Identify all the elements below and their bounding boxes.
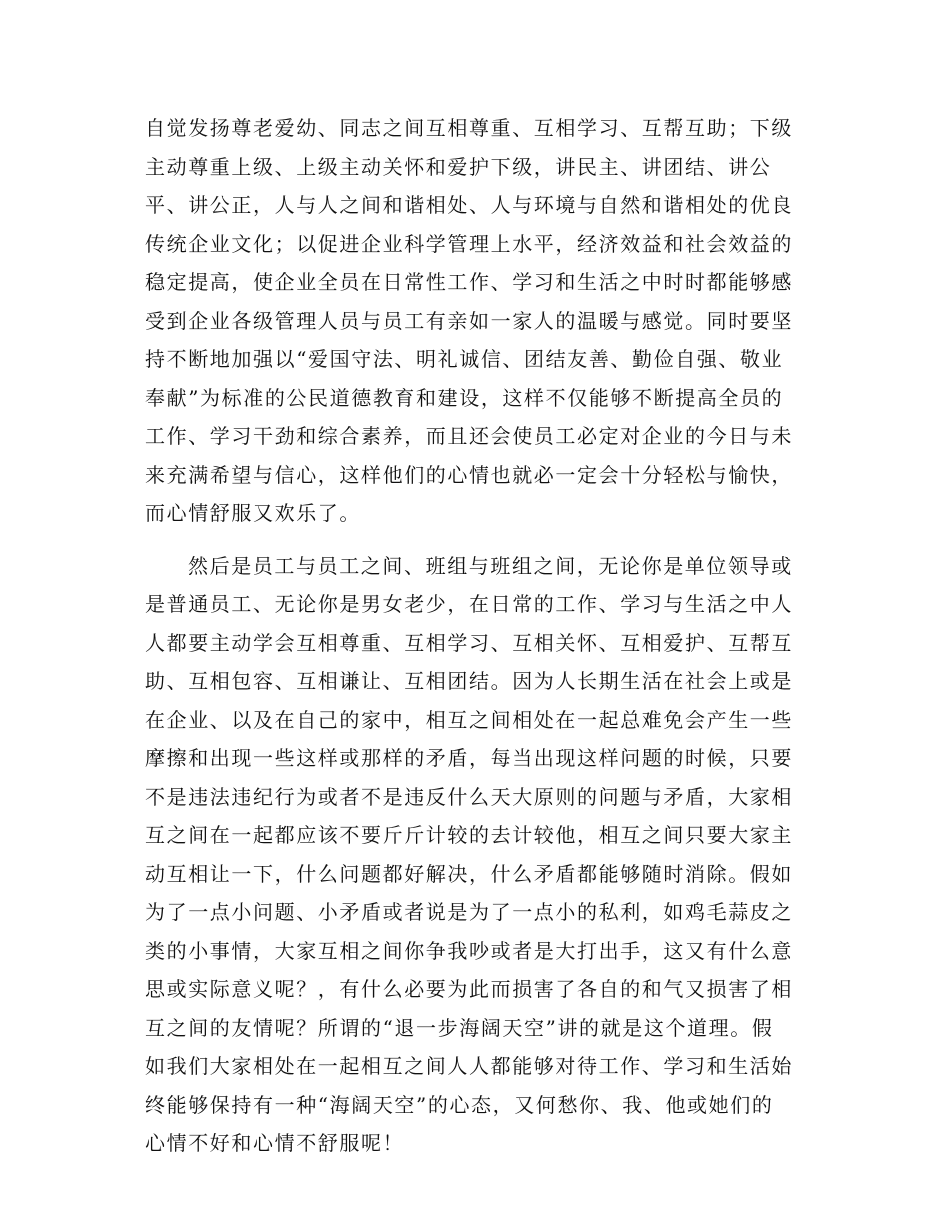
text-line: 在企业、以及在自己的家中，相互之间相处在一起总难免会产生一些 — [145, 707, 793, 732]
text-line: 传统企业文化；以促进企业科学管理上水平，经济效益和社会效益的 — [145, 231, 793, 256]
text-line: 持不断地加强以“爱国守法、明礼诚信、团结友善、勤俭自强、敬业 — [145, 347, 784, 371]
text-line: 受到企业各级管理人员与员工有亲如一家人的温暖与感觉。同时要坚 — [145, 308, 793, 333]
paragraph-2 — [145, 547, 795, 1163]
text-line: 为了一点小问题、小矛盾或者说是为了一点小的私利，如鸡毛蒜皮之 — [145, 900, 793, 924]
text-line: 动互相让一下，什么问题都好解决，什么矛盾都能够随时消除。假如 — [145, 861, 793, 886]
text-line: 工作、学习干劲和综合素养，而且还会使员工必定对企业的今日与未 — [145, 424, 793, 448]
text-line: 自觉发扬尊老爱幼、同志之间互相尊重、互相学习、互帮互助；下级 — [145, 116, 793, 140]
text-line: 思或实际意义呢？，有什么必要为此而损害了各自的和气又损害了相 — [145, 977, 793, 1001]
document-page — [145, 109, 795, 1163]
text-line: 助、互相包容、互相谦让、互相团结。因为人长期生活在社会上或是 — [145, 669, 793, 693]
text-line: 是普通员工、无论你是男女老少，在日常的工作、学习与生活之中人 — [145, 592, 793, 616]
text-line: 心情不好和心情不舒服呢！ — [145, 1131, 405, 1155]
text-line: 互之间的友情呢？所谓的“退一步海阔天空”讲的就是这个道理。假 — [145, 1015, 774, 1040]
text-line: 互之间在一起都应该不要斤斤计较的去计较他，相互之间只要大家主 — [145, 823, 793, 847]
text-line: 类的小事情，大家互相之间你争我吵或者是大打出手，这又有什么意 — [145, 938, 793, 963]
text-line: 奉献”为标准的公民道德教育和建设，这样不仅能够不断提高全员的 — [145, 385, 784, 410]
text-line: 如我们大家相处在一起相互之间人人都能够对待工作、学习和生活始 — [145, 1054, 793, 1078]
text-line: 不是违法违纪行为或者不是违反什么天大原则的问题与矛盾，大家相 — [145, 784, 793, 809]
text-line: 然后是员工与员工之间、班组与班组之间，无论你是单位领导或 — [188, 553, 793, 578]
text-line: 人都要主动学会互相尊重、互相学习、互相关怀、互相爱护、互帮互 — [145, 630, 793, 655]
text-line: 来充满希望与信心，这样他们的心情也就必一定会十分轻松与愉快， — [145, 462, 793, 487]
text-line: 终能够保持有一种“海阔天空”的心态，又何愁你、我、他或她们的 — [145, 1092, 774, 1117]
text-line: 平、讲公正，人与人之间和谐相处、人与环境与自然和谐相处的优良 — [145, 193, 793, 217]
text-line: 主动尊重上级、上级主动关怀和爱护下级，讲民主、讲团结、讲公 — [145, 154, 772, 179]
text-line: 稳定提高，使企业全员在日常性工作、学习和生活之中时时都能够感 — [145, 270, 793, 294]
text-line: 摩擦和出现一些这样或那样的矛盾，每当出现这样问题的时候，只要 — [145, 746, 793, 770]
text-line: 而心情舒服又欢乐了。 — [145, 501, 361, 525]
paragraph-1 — [145, 109, 795, 533]
